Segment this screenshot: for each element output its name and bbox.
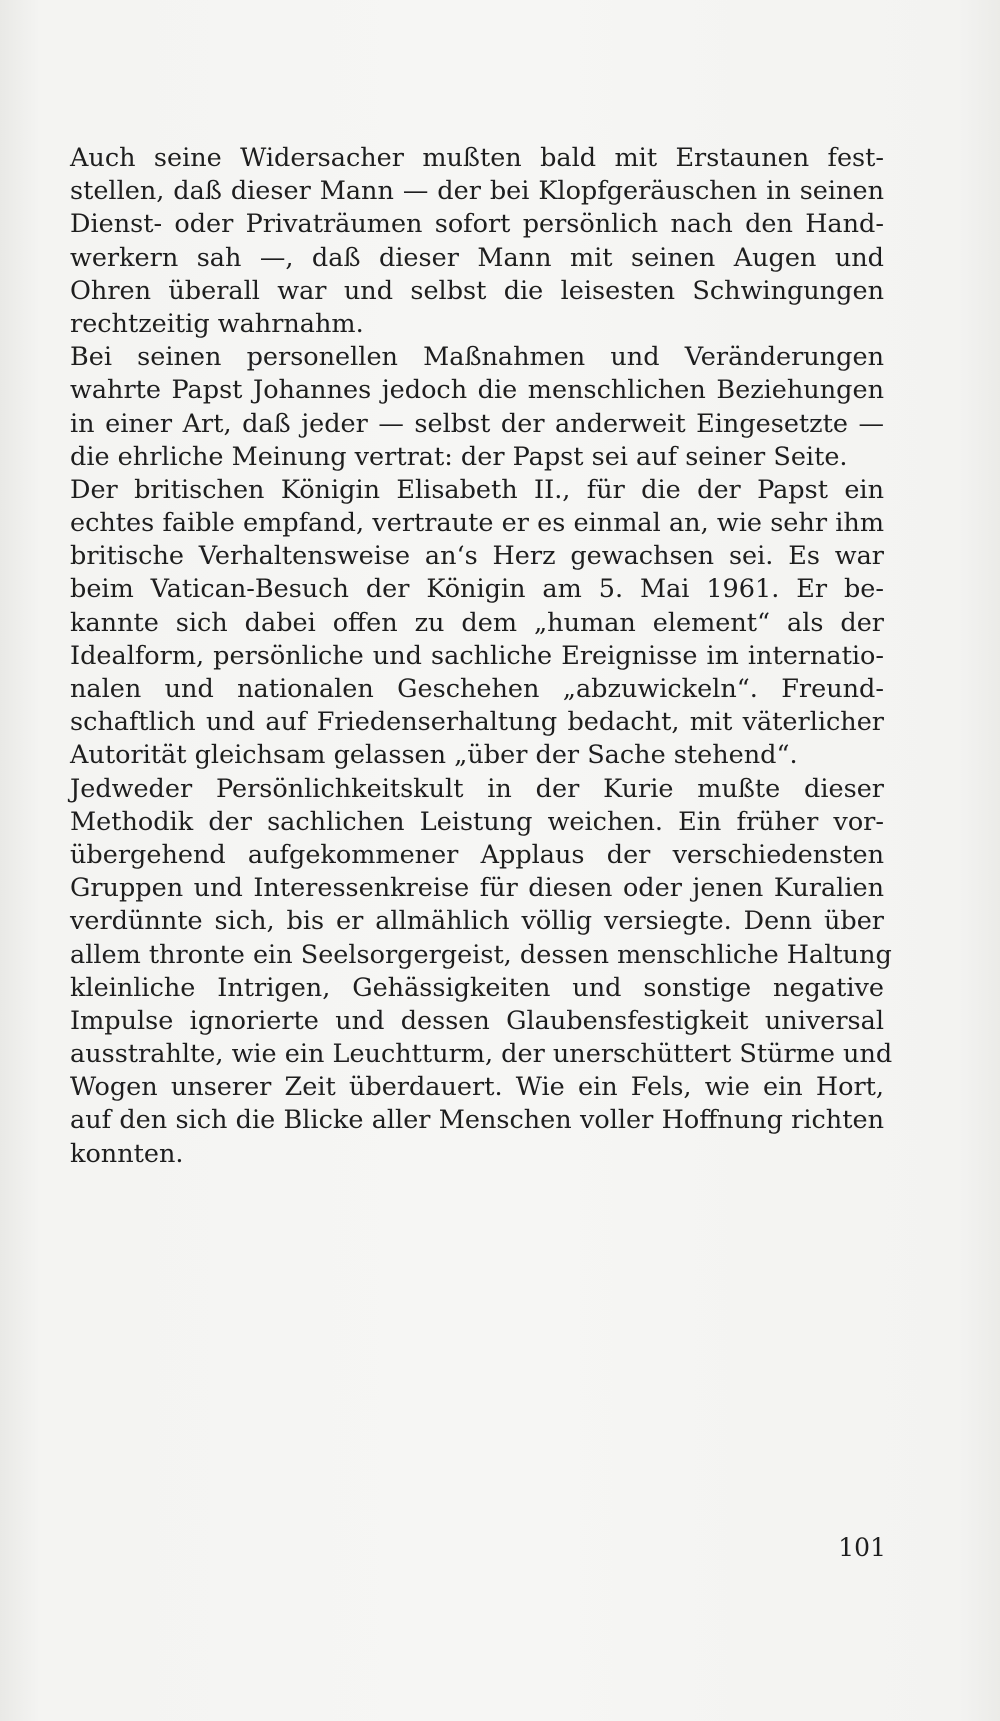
text-line: übergehend aufgekommener Applaus der verschiedensten <box>70 839 884 870</box>
text-line: Idealform, persönliche und sachliche Ereignisse im internatio- <box>70 640 884 671</box>
text-line: konnten. <box>70 1138 184 1169</box>
text-line: beim Vatican-Besuch der Königin am 5. Mai 1961. Er be- <box>70 574 884 605</box>
text-line: Auch seine Widersacher mußten bald mit Erstaunen fest- <box>70 143 884 173</box>
text-line: echtes faible empfand, vertraute er es einmal an, wie sehr ihm <box>70 508 884 539</box>
text-line: nalen und nationalen Geschehen „abzuwickeln“. Freund- <box>70 674 884 704</box>
text-line: britische Verhaltensweise an‘s Herz gewachsen sei. Es war <box>70 541 884 572</box>
text-line: Autorität gleichsam gelassen „über der Sache stehend“. <box>70 740 798 771</box>
text-line: kannte sich dabei offen zu dem „human element“ als der <box>70 607 884 638</box>
text-line: Ohren überall war und selbst die leisesten Schwingungen <box>70 275 884 306</box>
paragraph-2 <box>70 341 884 474</box>
paragraph-1 <box>70 142 884 341</box>
text-line: kleinliche Intrigen, Gehässigkeiten und sonstige negative <box>70 972 884 1003</box>
text-line: Dienst- oder Privaträumen sofort persönlich nach den Hand- <box>70 209 884 240</box>
text-line: werkern sah —, daß dieser Mann mit seinen Augen und <box>70 242 884 273</box>
text-line: in einer Art, daß jeder — selbst der anderweit Eingesetzte — <box>70 408 884 439</box>
text-line: schaftlich und auf Friedenserhaltung bedacht, mit väterlicher <box>70 707 884 738</box>
text-line: auf den sich die Blicke aller Menschen voller Hoffnung richten <box>70 1105 884 1136</box>
text-line: Jedweder Persönlichkeitskult in der Kurie mußte dieser <box>70 773 884 804</box>
text-line: Impulse ignorierte und dessen Glaubensfestigkeit universal <box>70 1005 884 1036</box>
text-line: Bei seinen personellen Maßnahmen und Veränderungen <box>70 342 884 373</box>
paragraph-3 <box>70 474 884 773</box>
text-line: Gruppen und Interessenkreise für diesen oder jenen Kuralien <box>70 873 884 904</box>
text-line: die ehrliche Meinung vertrat: der Papst sei auf seiner Seite. <box>70 441 848 472</box>
text-line: Der britischen Königin Elisabeth II., für die der Papst ein <box>70 474 884 505</box>
text-line: allem thronte ein Seelsorgergeist, dessen menschliche Haltung <box>70 939 892 970</box>
text-line: wahrte Papst Johannes jedoch die menschlichen Beziehungen <box>70 375 884 406</box>
text-line: verdünnte sich, bis er allmählich völlig versiegte. Denn über <box>70 906 884 937</box>
text-line: rechtzeitig wahrnahm. <box>70 308 364 339</box>
body-text <box>70 142 893 1171</box>
page-number: 101 <box>838 1533 886 1562</box>
paragraph-4 <box>70 773 893 1171</box>
text-line: Methodik der sachlichen Leistung weichen. Ein früher vor- <box>70 806 884 837</box>
text-line: Wogen unserer Zeit überdauert. Wie ein Fels, wie ein Hort, <box>70 1072 884 1103</box>
text-line: ausstrahlte, wie ein Leuchtturm, der unerschüttert Stürme und <box>70 1039 893 1070</box>
text-line: stellen, daß dieser Mann — der bei Klopfgeräuschen in seinen <box>70 176 884 207</box>
